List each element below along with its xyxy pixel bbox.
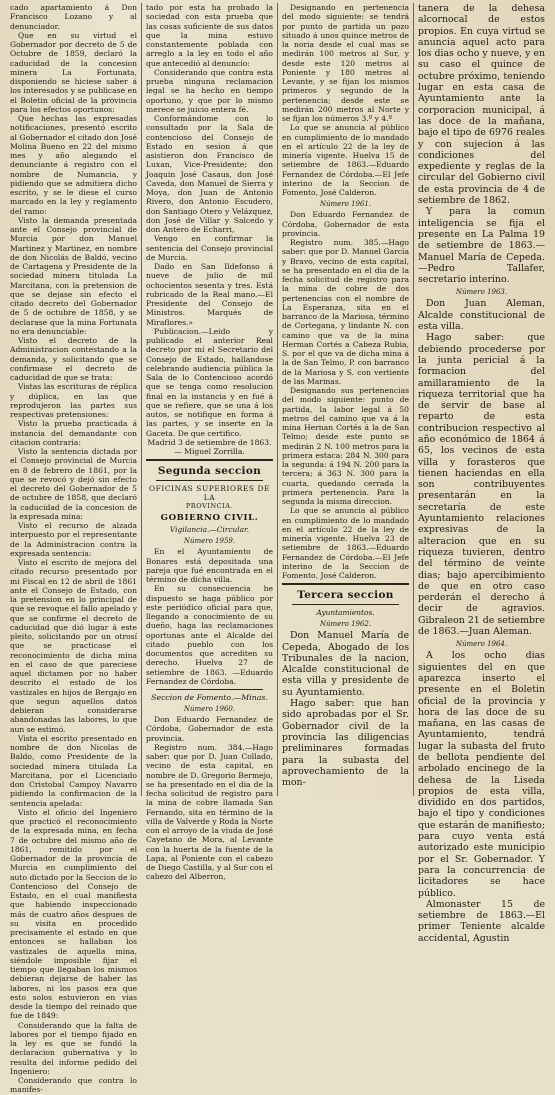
paragraph: Lo que se anuncia al público en cumplimiento de lo mandado en el artículo 22 de la ley de minería vigente. Huelva 15 de setiembre de 1863.—Eduardo Fernandez de Córdoba.—El Jefe interino de la Seccion de Fomento, José Calderon. <box>282 123 409 197</box>
notice-number: Número 1964. <box>455 640 508 649</box>
paragraph: Registro num. 385.—Hago saber: que por D. Manuel García y Bravo, vecino de esta capital, se ha presentado en el dia de la fecha solicitud de registro para la mina de cobre de dos pertenencias con el nombre de La Esperanza, sita en el barranco de la Mariosa, término de Cortegana, y lindante N. con camino que va de la mina Herman Cortés a Cabeza Rubia, S. por el que va de dicha mina á la de San Telmo, P. con barranco de la Mariosa y S. con vertiente de las Marinas. <box>282 238 409 386</box>
paragraph: En su consecuencia he dispuesto se haga público por este periódico oficial para que, llegando a conocimiento de su dueño, haga las reclamaciones oportunas ante el Alcalde del citado pueblo con los documentos que acrediten su derecho. Huelva 27 de setiembre de 1863. —Eduardo Fernandez de Córdoba. <box>146 584 273 686</box>
paragraph: Considerando que la falta de labores por el tiempo fijado en la ley es que se fundó la declaracion gubernativa y lo resulta del informe pedido del Ingeniero: <box>10 1020 137 1076</box>
paragraph: Don Manuel María de Cepeda, Abogado de los Tribunales de la nacion, Alcalde constitucional de esta villa y presidente de su Ayuntamiento. <box>282 630 409 698</box>
paragraph: Vengo en confirmar la sentencia del Consejo provincial de Murcia. <box>146 234 273 262</box>
gobierno-heading: GOBIERNO CIVIL. <box>160 513 259 524</box>
paragraph: Visto la demanda presentada ante el Consejo provincial de Murcia por don Manuel Martinez y Martinez, en nombre de don Nicolás de Baldó, vecino de Cartagena y Presidente de la sociedad minera titulada La Marcitana, con la pretension de que se dejase sin efecto el citado decreto del Gobernador de 5 de octubre de 1858, y se declarase que la mina Fortunata no era denunciable: <box>10 215 137 336</box>
paragraph: Vistas las escrituras de réplica y dúplica, en las que reprodujeron las partes sus respectivas pretensiones: <box>10 382 137 419</box>
notice-number: Número 1960. <box>183 705 236 713</box>
paragraph: Vista el escrito presentado en nombre de don Nicolas de Baldo, como Presidente de la sociedad minera titulada La Marcitana, por el Licenciado don Cristobal Campoy Navarro pidiendo la confirmacion de la sentencia apelada: <box>10 733 137 808</box>
paragraph: Designando en pertenencia del modo siguiente: se tendrá por punto de partida un pozo situado á unos quince metros de la noria desde el cual mas se medirán 100 metros al Sur, y desde este 120 metros al Poniente y 180 metros al Levante, y se fijan los mismos primeros y segundo de la pertenencia; desde este se medirán 200 metros al Norte y se fijan los números 3.º y 4.º <box>282 3 409 123</box>
column-4 <box>414 3 549 944</box>
offices-subheading: PROVINCIA. <box>185 502 234 511</box>
paragraph: Conformándome con lo consultado por la Sala de contencioso del Consejo de Estado en sesion á que asistieron don Francisco de Luxan, Vice-Presidente; don Joaquin José Casaus, don José Caveda, don Manuel de Sierra y Moya, don Juan de Antonio Rivero, don Antonio Escudero, don Santiago Otero y Velázquez, don José de Villar y Salcedo y don Antero de Echarri, <box>146 114 273 234</box>
section-heading-tercera: Tercera seccion <box>297 589 394 602</box>
paragraph: Designando sus pertenencias del modo siguiente: punto de partida, la labor legal á 50 metros del camino que va á la mina Hernan Cortés á la de San Telmo; desde este punto se medirán 2 N. 100 metros para la primera estaca: 284 N. 300 para la segunda: á 194 N. 200 para la tercera; á 363 N. 300 para la cuarta, quedando cerrada la primera pertenencia. Para la segunda la misma direccion. <box>282 386 409 506</box>
vigilancia-heading: Vigilancia.—Circular. <box>169 525 250 535</box>
paragraph: Y para la comun inteligencia se fija el presente en La Palma 19 de setiembre de 1863.—Manuel María de Cepeda.—Pedro Tallafer, secretario interino. <box>418 206 545 286</box>
notice-number: Número 1962. <box>319 620 372 629</box>
paragraph: Almonaster 15 de setiembre de 1863.—El primer Teniente alcalde accidental, Agustin <box>418 898 545 944</box>
paragraph: Registro num. 384.—Hago saber: que por D. Juan Collado, vecino de esta capital, en nombre de D. Gregorio Bermejo, se ha presentado en el dia de la fecha solicitud de registro para la mina de cobre llamada San Fernando, sita en término de la villa de Valverde y Roda la Norte con el arroyo de la viuda de José Cayetano de Mora, al Levante con la huerta de la fuente de la Lapa, al Poniente con el cabezo de Diego Castilla, y al Sur con el cabezo del Alberron, <box>146 742 273 882</box>
section-heading-segunda: Segunda seccion <box>157 465 262 478</box>
paragraph: Visto la sentencia dictada por el Consejo provincial de Murcia en 8 de febrero de 1861, por la que se revocó y dejó sin efecto el decreto del Gobernador de 5 de octubre de 1858, que declaró la caducidad de la concesion de la expresada mina: <box>10 447 137 521</box>
notice-number: Número 1961. <box>319 200 372 209</box>
column-container <box>6 3 549 1095</box>
signature-line: Madrid 3 de setiembre de 1863.— Miguel Zorrilla. <box>147 437 272 456</box>
paragraph: Don Eduardo Fernandez de Córdoba, Gobernador de esta provincia. <box>146 715 273 743</box>
paragraph: A los ocho dias siguientes del en que aparezca inserto el presente en el Boletin oficial de la provincia y hora de las doce de su mañana, en las casas de Ayuntamiento, tendrá lugar la subasta del fruto de bellota pendiente del arbolado encinego de la dehesa de la Liseda propios de esta villa, dividido en dos partidos, bajo el tipo y condiciones que estarán de manifiesto; para cuyo venta está autorizado este municipio por el Sr. Gobernador. Y para la concurrencia de licitadores se hace público. <box>418 650 545 899</box>
paragraph: Dado en San Ildefonso á nueve de julio de mil ochocientos sesenta y tres. Está rubricado de la Real mano.—El Presidente del Consejo de Ministros. Marqués de Miraflores.» <box>146 262 273 327</box>
notice-number: Número 1959. <box>183 537 236 546</box>
paragraph: Hago saber: que debiendo procederse por la junta pericial á la formacion del amillaramiento de la riqueza territorial que ha de servir de base al reparto de esta contribucion respectivo al año económico de 1864 á 65, los vecinos de esta villa y forasteros que tienen haciendas en ella son contribuyentes presentarán en la secretaría de este Ayuntamiento relaciones expresivas de la alteracion que en su riqueza tuvieren, dentro del término de veinte dias; bajo apercibimiento de que en otro caso perderán el derecho á decir de agravios. Gibraleon 21 de setiembre de 1863.—Juan Aleman. <box>418 332 545 638</box>
paragraph: tado por esta ha probado la sociedad con esta prueba que las cosas suficiente de sus datos que la mina estuvo constantemente poblada con arreglo a la ley en todo el año que antecedió al denuncio: <box>146 3 273 68</box>
paragraph: Don Juan Aleman, Alcalde constitucional de esta villa. <box>418 298 545 333</box>
paragraph: Considerando que contra esta prueba ninguna reclamacion legal se ha hecho en tiempo oportuno, y que por lo mismo merece se juicio entera fé. <box>146 67 273 114</box>
paragraph: Visto el escrito de mejora del citado recurso presentado por mi Fiscal en 12 de abril de 1861 ante el Consejo de Estado, con la pretension en lo principal de que se revoque el fallo apelado y que se confirme el decreto de caducidad que dió lugar á este pleito, solicitando por un otrosí que se practicase el reconocimiento de dicha mina en el caso de que pareciese aquel dictamen por no haber descrito el estado de los vastizales en hijos de Bergajo en que segun aquellos datos debieran considerarse abandonadas las labores, lo que aun se estimó. <box>10 558 137 734</box>
divider <box>156 689 263 690</box>
column-1 <box>6 3 142 1095</box>
fomento-heading: Seccion de Fomento.—Minas. <box>151 693 268 702</box>
paragraph: Considerando que contra lo manifes- <box>10 1076 137 1095</box>
section-divider <box>146 459 273 461</box>
divider <box>292 604 399 605</box>
paragraph: Hago saber: que han sido aprobadas por el Sr. Gobernador civil de la provincia las diligencias preliminares formadas para la subasta del aprovechamiento de la mon- <box>282 698 409 789</box>
paragraph: Publicacion.—Leido y publicado el anterior Real decreto por mí el Secretario del Consejo de Estado, hallandose celebrando audiencia pública la Sala de lo Contencioso acordó que se tenga como resolucion final en la instancia y en fué á que se refiere, que se una á los autos, se notifique en forma á las partes, y se inserte en la Gaceta. De que certifico. <box>146 326 273 438</box>
column-2 <box>142 3 278 882</box>
paragraph: cado apartamiento á Don Francisco Lozano y al denunciador. <box>10 3 137 31</box>
paragraph: Que hechas las expresadas notificaciones, presentó escrito al Gobernador el citado don José Molina Bueno en 22 del mismo mes y año alegando el denunciante á registro con el nombre de Numancia, y pidiendo que se admitiera dicho escrito, y se le diese el curso marcado en la ley y reglamento del ramo: <box>10 114 137 216</box>
column-3 <box>278 3 414 796</box>
paragraph: Visto el decreto de la Administracion contestando a la demanda, y solicitando que se confirmase el decreto de caducidad de que se trata: <box>10 336 137 382</box>
notice-body-large <box>282 630 409 788</box>
paragraph: Lo que se anuncia al público en cumplimiento de lo mandado en el artículo 22 de la ley de minería vigente. Huelva 23 de setiembre de 1863.—Eduardo Fernandez de Córdoba.—El Jefe interino de la Seccion de Fomento, José Calderon. <box>282 506 409 580</box>
ayuntamientos-heading: Ayuntamientos. <box>316 608 375 618</box>
paragraph: Visto la prueba practicada á instancia del demandante con citacion contraria: <box>10 419 137 447</box>
paragraph: Don Eduardo Fernandez de Córdoba, Gobernador de esta provincia. <box>282 210 409 238</box>
offices-heading: OFICINAS SUPERIORES DE LA <box>149 484 270 503</box>
paragraph: En el Ayuntamiento de Bonares está depositada una pareja que fué encontrada en el término de dicha villa. <box>146 547 273 584</box>
section-divider <box>282 583 409 585</box>
notice-number: Número 1963. <box>455 288 508 297</box>
paragraph: tanera de la dehesa alcornocal de estos propios. En cuya virtud se anuncia aquel acto para los dias ocho y nueve, y en su caso el quince de octubre próximo, teniendo lugar en esta casa de Ayuntamiento ante la corporacion municipal, á las doce de la mañana, bajo el tipo de 6976 reales y con sujecion á las condiciones del expediente y reglas de la circular del Gobierno civil de esta provincia de 4 de setiembre de 1862. <box>418 3 545 207</box>
paragraph: Visto el oficio del Ingeniero que practicó el reconocimiento de la expresada mina, en fecha 7 de octubre del mismo año de 1861, remitido por el Gobernador de la provincia de Murcia en cumplimiento del auto dictado por la Seccion de lo Contencioso del Consejo de Estado, en el cual manifiesta que habiendo inspeccionado más de cuatro años despues de su visita en procedido precisamente el estado en que entonces se hallaban los vastizales de aquella mina, siéndole imposible fijar el tiempo que llegaban los mismos debieran dejarse de haber las labores, ni los pasos era que esto solos estuvieron en vias desde la tiempo del reinado que fue de 1849: <box>10 807 137 1021</box>
paragraph: Que en su virtud el Gobernador por decreto de 5 de Octubre de 1859, declaró la caducidad de la concesion minera La Fortunata, disponiendo se hiciese saber á los interesados y se publicase en el Boletin oficial de la provincia para los efectos oportunos: <box>10 30 137 114</box>
paragraph: Visto el recurso de alzada interpuesto por el representante de la Administracion contra la expresada sentencia: <box>10 521 137 558</box>
divider <box>156 480 263 481</box>
